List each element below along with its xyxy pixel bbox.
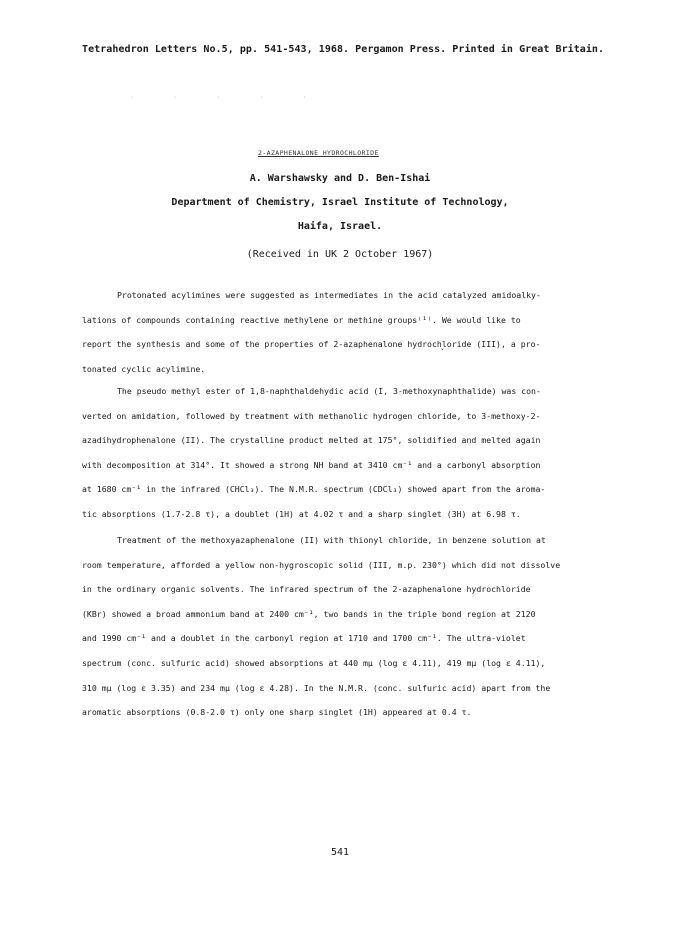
paragraph-line: with decomposition at 314°. It showed a strong NH band at 3410 cm⁻¹ and a carbonyl absorption [82, 459, 541, 470]
paragraph-line: at 1680 cm⁻¹ in the infrared (CHCl₃). The N.M.R. spectrum (CDCl₃) showed apart from the aroma- [82, 484, 546, 495]
paragraph-line: Treatment of the methoxyazaphenalone (II) with thionyl chloride, in benzene solution at [117, 535, 546, 545]
scan-specks: · · · · · [130, 94, 325, 101]
paragraph-line: report the synthesis and some of the properties of 2-azaphenalone hydrochloride (III), a pro- [82, 339, 541, 350]
paragraph-line: Protonated acylimines were suggested as intermediates in the acid catalyzed amidoalky- [117, 290, 541, 300]
authors: A. Warshawsky and D. Ben-Ishai [249, 173, 431, 184]
paragraph-line: room temperature, afforded a yellow non-hygroscopic solid (III, m.p. 230°) which did not dissolve [82, 559, 561, 570]
scan-mark: ˇ [440, 348, 445, 357]
paragraph-line: and 1990 cm⁻¹ and a doublet in the carbonyl region at 1710 and 1700 cm⁻¹. The ultra-violet [82, 633, 526, 644]
paragraph-line: lations of compounds containing reactive methylene or methine groups⁽¹⁾. We would like to [82, 314, 521, 325]
paragraph-line: in the ordinary organic solvents. The infrared spectrum of the 2-azaphenalone hydrochloride [82, 584, 531, 595]
paragraph-line: tic absorptions (1.7-2.8 τ), a doublet (1H) at 4.02 τ and a sharp singlet (3H) at 6.98 τ. [82, 508, 521, 519]
paragraph-3 [82, 533, 602, 730]
affiliation-city: Haifa, Israel. [297, 221, 383, 232]
paragraph-line: (KBr) showed a broad ammonium band at 2400 cm⁻¹, two bands in the triple bond region at 2120 [82, 608, 536, 619]
journal-header: Tetrahedron Letters No.5, pp. 541-543, 1968. Pergamon Press. Printed in Great Britain. [82, 44, 605, 55]
paragraph-line: azadihydrophenalone (II). The crystalline product melted at 175°, solidified and melted again [82, 435, 541, 446]
affiliation-department: Department of Chemistry, Israel Institute of Technology, [171, 197, 509, 208]
paragraph-line: tonated cyclic acylimine. [82, 363, 206, 374]
received-date: (Received in UK 2 October 1967) [246, 249, 434, 260]
page-number: 541 [330, 847, 350, 858]
paragraph-line: The pseudo methyl ester of 1,8-naphthaldehydic acid (I, 3-methoxynaphthalide) was con- [117, 386, 541, 396]
article-title: 2-AZAPHENALONE HYDROCHLORIDE [258, 149, 379, 157]
paragraph-line: spectrum (conc. sulfuric acid) showed absorptions at 440 mμ (log ε 4.11), 419 mμ (log ε 4.11), [82, 657, 546, 668]
paragraph-2 [82, 384, 602, 532]
paragraph-line: verted on amidation, followed by treatment with methanolic hydrogen chloride, to 3-methoxy-2- [82, 410, 541, 421]
paragraph-line: aromatic absorptions (0.8-2.0 τ) only one sharp singlet (1H) appeared at 0.4 τ. [82, 707, 472, 718]
paragraph-line: 310 mμ (log ε 3.35) and 234 mμ (log ε 4.28). In the N.M.R. (conc. sulfuric acid) apart from the [82, 682, 551, 693]
paragraph-1 [82, 288, 602, 386]
